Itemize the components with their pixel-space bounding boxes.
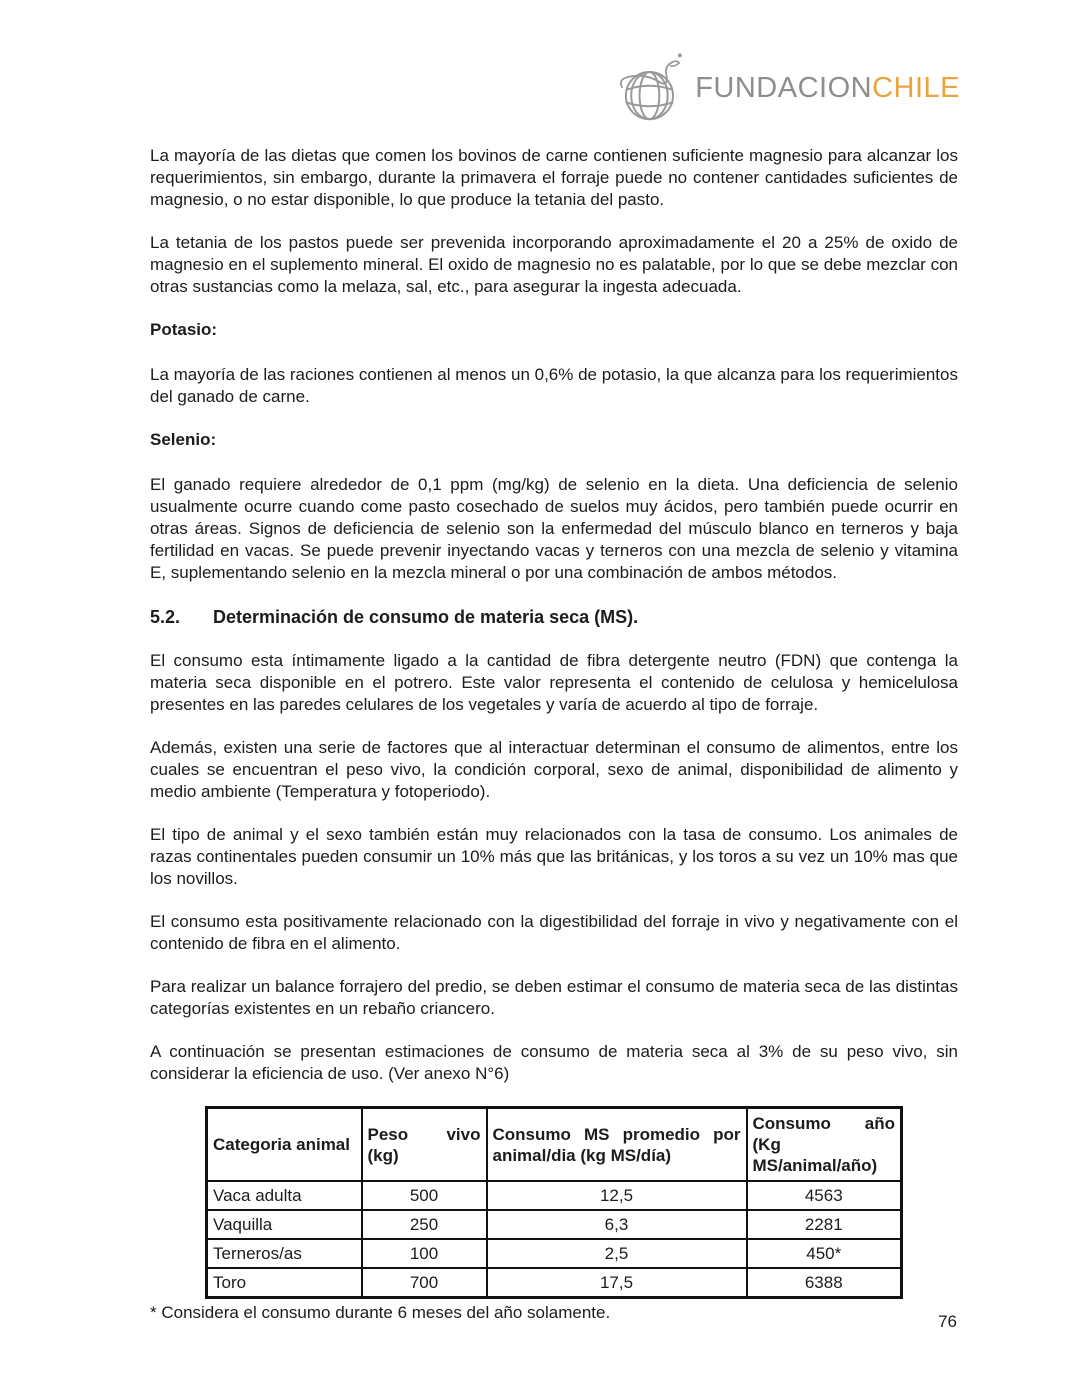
table-row-vaquilla [207, 1210, 902, 1239]
logo-wordmark [695, 72, 960, 105]
paragraph-consumo-fdn: El consumo esta íntimamente ligado a la cantidad de fibra detergente neutro (FDN) que contenga la materia seca disponible en el potrero. Este valor representa el contenido de celulosa y hemicelulosa presentes en las paredes celulares de los vegetales y varía de acuerdo al tipo de forraje. [150, 651, 958, 714]
col-header-consumo-dia: Consumo MS promedio por animal/dia (kg MS/día) [487, 1108, 747, 1182]
consumo-ms-table [205, 1106, 903, 1299]
cell-peso: 700 [362, 1268, 487, 1298]
cell-peso: 250 [362, 1210, 487, 1239]
section-number: 5.2. [150, 607, 181, 627]
col-header-categoria: Categoria animal [207, 1108, 362, 1182]
document-content [150, 145, 958, 1341]
cell-categoria: Terneros/as [207, 1239, 362, 1268]
paragraph-factores: Además, existen una serie de factores que al interactuar determinan el consumo de alimentos, entre los cuales se encuentran el peso vivo, la condición corporal, sexo de animal, disponibilidad de alimento y medio ambiente (Temperatura y fotoperiodo). [150, 738, 958, 801]
cell-peso: 500 [362, 1181, 487, 1210]
paragraph-tipo-animal: El tipo de animal y el sexo también están muy relacionados con la tasa de consumo. Los animales de razas continentales pueden consumir un 10% más que las británicas, y los toros a su vez un 10% mas que los novillos. [150, 825, 958, 888]
logo-text-chile: CHILE [872, 71, 960, 104]
cell-consumo-dia: 17,5 [487, 1268, 747, 1298]
col-header-consumo-ano: Consumo año (Kg MS/animal/año) [747, 1108, 902, 1182]
table-row-vaca-adulta [207, 1181, 902, 1210]
page-number: 76 [938, 1312, 957, 1331]
logo-text-fundacion: FUNDACION [695, 71, 873, 104]
cell-consumo-ano: 450* [747, 1239, 902, 1268]
section-title: Determinación de consumo de materia seca (MS). [213, 607, 639, 627]
globe-icon [615, 50, 693, 126]
table-footnote: * Considera el consumo durante 6 meses del año solamente. [150, 1303, 611, 1322]
col-header-peso-vivo: Peso vivo (kg) [362, 1108, 487, 1182]
cell-consumo-ano: 6388 [747, 1268, 902, 1298]
paragraph-potasio: La mayoría de las raciones contienen al menos un 0,6% de potasio, la que alcanza para los requerimientos del ganado de carne. [150, 365, 958, 406]
cell-consumo-dia: 2,5 [487, 1239, 747, 1268]
paragraph-estimaciones: A continuación se presentan estimaciones de consumo de materia seca al 3% de su peso vivo, sin considerar la eficiencia de uso. (Ver anexo N°6) [150, 1042, 958, 1083]
table-header-row [207, 1108, 902, 1182]
heading-selenio: Selenio: [150, 430, 217, 449]
paragraph-balance-forrajero: Para realizar un balance forrajero del predio, se deben estimar el consumo de materia seca de las distintas categorías existentes en un rebaño criancero. [150, 977, 958, 1018]
table-row-terneros [207, 1239, 902, 1268]
cell-consumo-ano: 2281 [747, 1210, 902, 1239]
heading-potasio: Potasio: [150, 320, 218, 339]
cell-categoria: Vaca adulta [207, 1181, 362, 1210]
table-row-toro [207, 1268, 902, 1298]
fundacion-chile-logo [615, 50, 960, 126]
cell-categoria: Vaquilla [207, 1210, 362, 1239]
cell-consumo-dia: 6,3 [487, 1210, 747, 1239]
cell-consumo-dia: 12,5 [487, 1181, 747, 1210]
cell-categoria: Toro [207, 1268, 362, 1298]
cell-consumo-ano: 4563 [747, 1181, 902, 1210]
paragraph-magnesio-2: La tetania de los pastos puede ser prevenida incorporando aproximadamente el 20 a 25% de oxido de magnesio en el suplemento mineral. El oxido de magnesio no es palatable, por lo que se debe mezclar con otras sustancias como la melaza, sal, etc., para asegurar la ingesta adecuada. [150, 233, 958, 296]
paragraph-selenio: El ganado requiere alrededor de 0,1 ppm (mg/kg) de selenio en la dieta. Una deficiencia de selenio usualmente ocurre cuando come pasto cosechado de suelos muy ácidos, pero también puede ocurrir en otras áreas. Signos de deficiencia de selenio son la enfermedad del músculo blanco en terneros y baja fertilidad en vacas. Se puede prevenir inyectando vacas y terneros con una mezcla de selenio y vitamina E, suplementando selenio en la mezcla mineral o por una combinación de ambos métodos. [150, 475, 958, 582]
cell-peso: 100 [362, 1239, 487, 1268]
paragraph-digestibilidad: El consumo esta positivamente relacionado con la digestibilidad del forraje in vivo y negativamente con el contenido de fibra en el alimento. [150, 912, 958, 953]
paragraph-magnesio-1: La mayoría de las dietas que comen los bovinos de carne contienen suficiente magnesio para alcanzar los requerimientos, sin embargo, durante la primavera el forraje puede no contener cantidades suficientes de magnesio, o no estar disponible, lo que produce la tetania del pasto. [150, 146, 958, 209]
section-heading-5-2 [150, 605, 958, 629]
